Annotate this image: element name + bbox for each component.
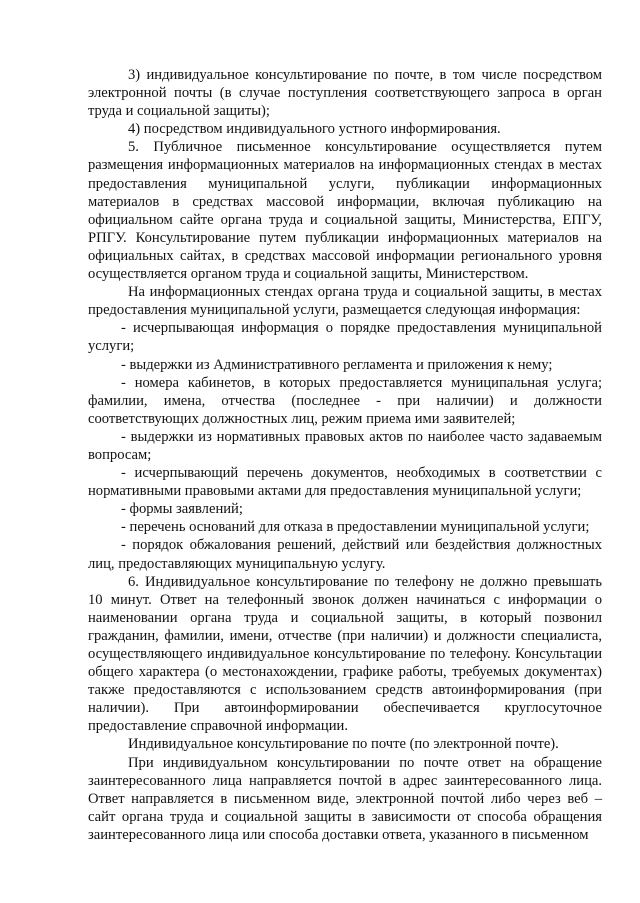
paragraph-mail-consulting-body: При индивидуальном консультировании по почте ответ на обращение заинтересованного лица направляется почтой в адрес заинтересованного лица. Ответ направляется в письменном виде, электронной почтой либо через веб – сайт органа труда и социальной защиты в зависимости от способа обращения заинтересованного лица или способа доставки ответа, указанного в письменном bbox=[88, 754, 602, 843]
list-item-refusal-grounds: - перечень оснований для отказа в предоставлении муниципальной услуги; bbox=[121, 519, 590, 536]
list-item-legal-excerpts: - выдержки из нормативных правовых актов по наиболее часто задаваемым вопросам; bbox=[88, 428, 602, 463]
list-item-application-forms: - формы заявлений; bbox=[121, 501, 243, 518]
list-item-appeal-procedure: - порядок обжалования решений, действий или бездействия должностных лиц, предоставляющих муниципальную услугу. bbox=[88, 537, 602, 572]
list-item-documents-list: - исчерпывающий перечень документов, необходимых в соответствии с нормативными правовыми актами для предоставления муниципальной услуги; bbox=[88, 465, 602, 500]
paragraph-section-6: 6. Индивидуальное консультирование по телефону не должно превышать 10 минут. Ответ на телефонный звонок должен начинаться с информации о наименовании органа труда и социальной защиты, в который позвонил гражданин, фамилии, имени, отчестве (при наличии) и должности специалиста, осуществляющего индивидуальное консультирование по телефону. Консультации общего характера (о местонахождении, графике работы, требуемых документах) также предоставляются с использованием средств автоинформирования (при наличии). При автоинформировании обеспечивается круглосуточное предоставление справочной информации. bbox=[88, 573, 602, 735]
paragraph-item-4: 4) посредством индивидуального устного информирования. bbox=[128, 121, 501, 138]
document-page bbox=[88, 66, 602, 844]
list-item-office-numbers: - номера кабинетов, в которых предоставляется муниципальная услуга; фамилии, имена, отчества (последнее - при наличии) и должности соответствующих должностных лиц, режим приема ими заявителей; bbox=[88, 374, 602, 427]
paragraph-section-5: 5. Публичное письменное консультирование осуществляется путем размещения информационных материалов на информационных стендах в местах предоставления муниципальной услуги, публикации информационных материалов в средствах массовой информации, включая публикацию на официальном сайте органа труда и социальной защиты, Министерства, ЕПГУ, РПГУ. Консультирование путем публикации информационных материалов на официальных сайтах, в средствах массовой информации регионального уровня осуществляется органом труда и социальной защиты, Министерством. bbox=[88, 139, 602, 283]
paragraph-item-3: 3) индивидуальное консультирование по почте, в том числе посредством электронной почты (в случае поступления соответствующего запроса в орган труда и социальной защиты); bbox=[88, 67, 602, 120]
list-item-regulation-excerpts: - выдержки из Административного регламента и приложения к нему; bbox=[121, 356, 553, 373]
paragraph-mail-consulting-heading: Индивидуальное консультирование по почте (по электронной почте). bbox=[128, 736, 559, 753]
list-item-procedure-info: - исчерпывающая информация о порядке предоставления муниципальной услуги; bbox=[88, 320, 602, 355]
paragraph-stands-intro: На информационных стендах органа труда и социальной защиты, в местах предоставления муниципальной услуги, размещается следующая информация: bbox=[88, 284, 602, 319]
